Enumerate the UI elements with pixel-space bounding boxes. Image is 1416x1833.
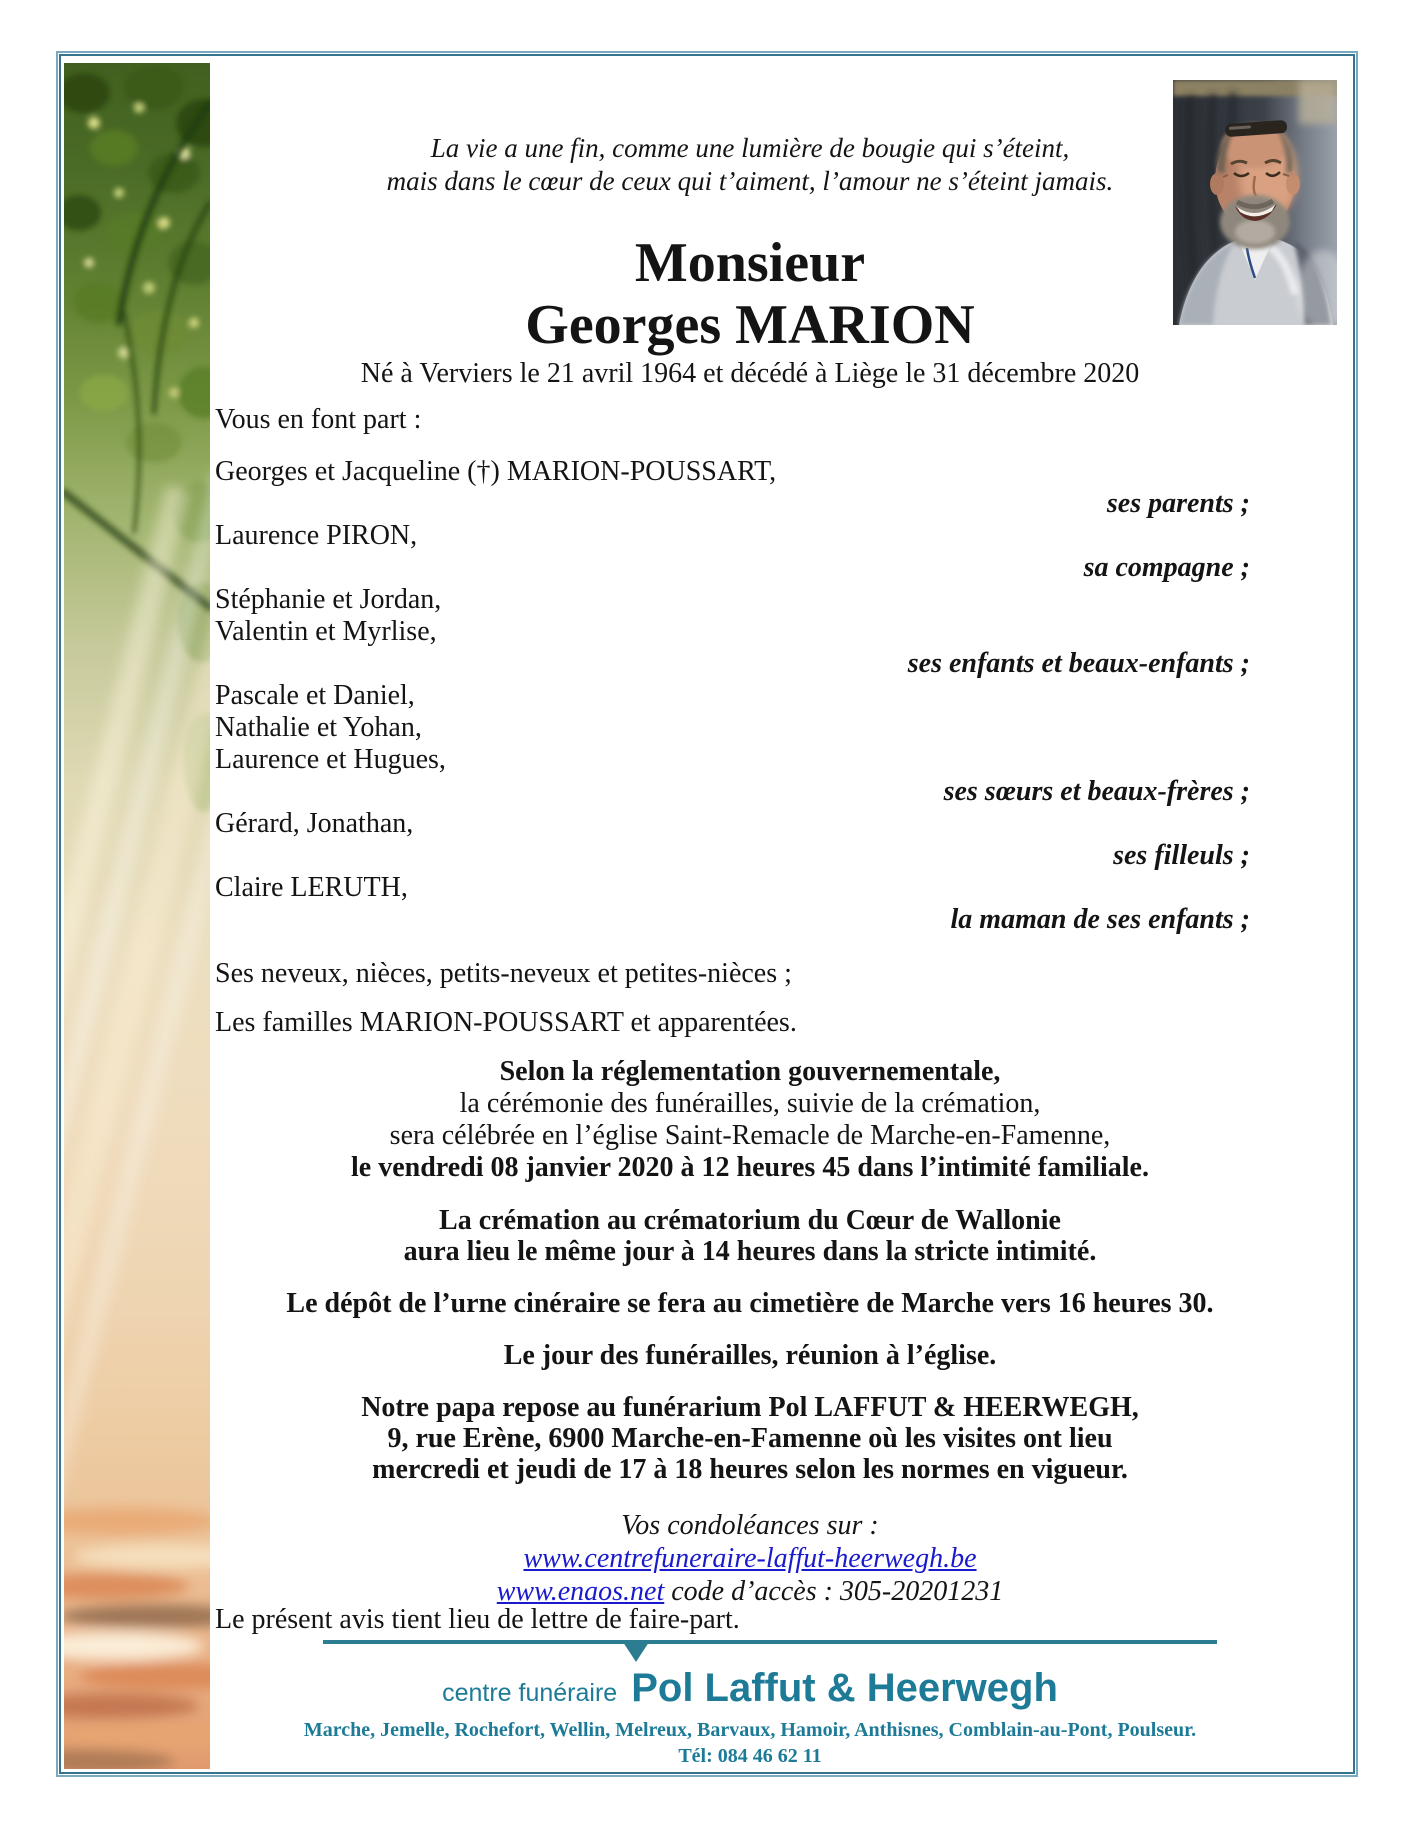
phone-line: Tél: 084 46 62 11 xyxy=(678,1745,822,1767)
cremation-paragraph xyxy=(215,1205,1285,1267)
family-list xyxy=(215,456,1285,936)
relation-label: ses parents ; xyxy=(1106,488,1250,519)
funeral-home-footer xyxy=(215,1666,1285,1768)
regulation-line-1: Selon la réglementation gouvernementale, xyxy=(499,1056,1001,1087)
urn-paragraph: Le dépôt de l’urne cinéraire se fera au cimetière de Marche vers 16 heures 30. xyxy=(286,1288,1214,1319)
announcement-content xyxy=(215,132,1285,1768)
relation-label: ses enfants et beaux-enfants ; xyxy=(907,648,1250,679)
gathering-paragraph: Le jour des funérailles, réunion à l’église. xyxy=(503,1340,997,1371)
regulation-line-4: le vendredi 08 janvier 2020 à 12 heures 45 dans l’intimité familiale. xyxy=(351,1152,1149,1183)
relation-label: la maman de ses enfants ; xyxy=(950,904,1250,935)
relation-label: ses sœurs et beaux-frères ; xyxy=(943,776,1250,807)
condolences-block xyxy=(215,1509,1285,1608)
cremation-line-1: La crémation au crématorium du Cœur de Wallonie xyxy=(439,1205,1061,1236)
family-name: Gérard, Jonathan, xyxy=(215,808,414,839)
footer-separator-line xyxy=(323,1640,1217,1644)
family-name: Pascale et Daniel, xyxy=(215,680,415,711)
branch-cities-line: Marche, Jemelle, Rochefort, Wellin, Melreux, Barvaux, Hamoir, Anthisnes, Comblain-au-Pont, Poulseur. xyxy=(303,1719,1197,1741)
cremation-line-2: aura lieu le même jour à 14 heures dans la stricte intimité. xyxy=(403,1236,1097,1267)
condolences-link-centrefuneraire[interactable]: www.centrefuneraire-laffut-heerwegh.be xyxy=(523,1543,977,1574)
access-code-text: code d’accès : 305-20201231 xyxy=(671,1576,1004,1607)
repose-line-2: 9, rue Erène, 6900 Marche-en-Famenne où les visites ont lieu xyxy=(387,1423,1113,1454)
closing-families: Les familles MARION-POUSSART et apparentées. xyxy=(215,1007,797,1038)
relation-label: sa compagne ; xyxy=(1083,552,1250,583)
family-name: Claire LERUTH, xyxy=(215,872,408,903)
family-name: Georges et Jacqueline (†) MARION-POUSSART, xyxy=(215,456,777,487)
title-monsieur: Monsieur xyxy=(634,232,866,294)
down-triangle-icon xyxy=(623,1642,649,1662)
regulation-paragraph xyxy=(215,1056,1285,1184)
family-name: Stéphanie et Jordan, xyxy=(215,584,442,615)
repose-paragraph xyxy=(215,1392,1285,1485)
quote-line-1: La vie a une fin, comme une lumière de bougie qui s’éteint, xyxy=(430,133,1070,163)
brand-small-text: centre funéraire xyxy=(442,1679,618,1707)
closing-nephews: Ses neveux, nièces, petits-neveux et petites-nièces ; xyxy=(215,958,792,989)
notice-line: Le présent avis tient lieu de lettre de faire-part. xyxy=(215,1604,740,1635)
funeral-home-logo xyxy=(215,1666,1285,1710)
closing-lines xyxy=(215,958,1285,1039)
family-name: Laurence et Hugues, xyxy=(215,744,446,775)
deceased-name: Georges MARION xyxy=(525,294,975,356)
forest-path-photo xyxy=(64,63,210,1769)
window-light xyxy=(1299,80,1337,124)
opening-quote xyxy=(215,132,1285,198)
regulation-line-2: la cérémonie des funérailles, suivie de la crémation, xyxy=(459,1088,1041,1119)
forest-path-illustration xyxy=(64,63,210,1769)
intro-line: Vous en font part : xyxy=(215,404,422,435)
birth-death-line: Né à Verviers le 21 avril 1964 et décédé à Liège le 31 décembre 2020 xyxy=(360,358,1140,389)
quote-line-2: mais dans le cœur de ceux qui t’aiment, l’amour ne s’éteint jamais. xyxy=(386,166,1114,196)
relation-label: ses filleuls ; xyxy=(1113,840,1250,871)
family-name: Laurence PIRON, xyxy=(215,520,418,551)
regulation-line-3: sera célébrée en l’église Saint-Remacle de Marche-en-Famenne, xyxy=(389,1120,1111,1151)
brand-large-text: Pol Laffut & Heerwegh xyxy=(631,1666,1058,1710)
repose-line-1: Notre papa repose au funérarium Pol LAFFUT & HEERWEGH, xyxy=(361,1392,1139,1423)
repose-line-3: mercredi et jeudi de 17 à 18 heures selon les normes en vigueur. xyxy=(372,1454,1128,1485)
family-name: Valentin et Myrlise, xyxy=(215,616,437,647)
family-name: Nathalie et Yohan, xyxy=(215,712,422,743)
condolences-link-enaos[interactable]: www.enaos.net xyxy=(496,1576,665,1607)
condolences-label: Vos condoléances sur : xyxy=(621,1510,879,1541)
